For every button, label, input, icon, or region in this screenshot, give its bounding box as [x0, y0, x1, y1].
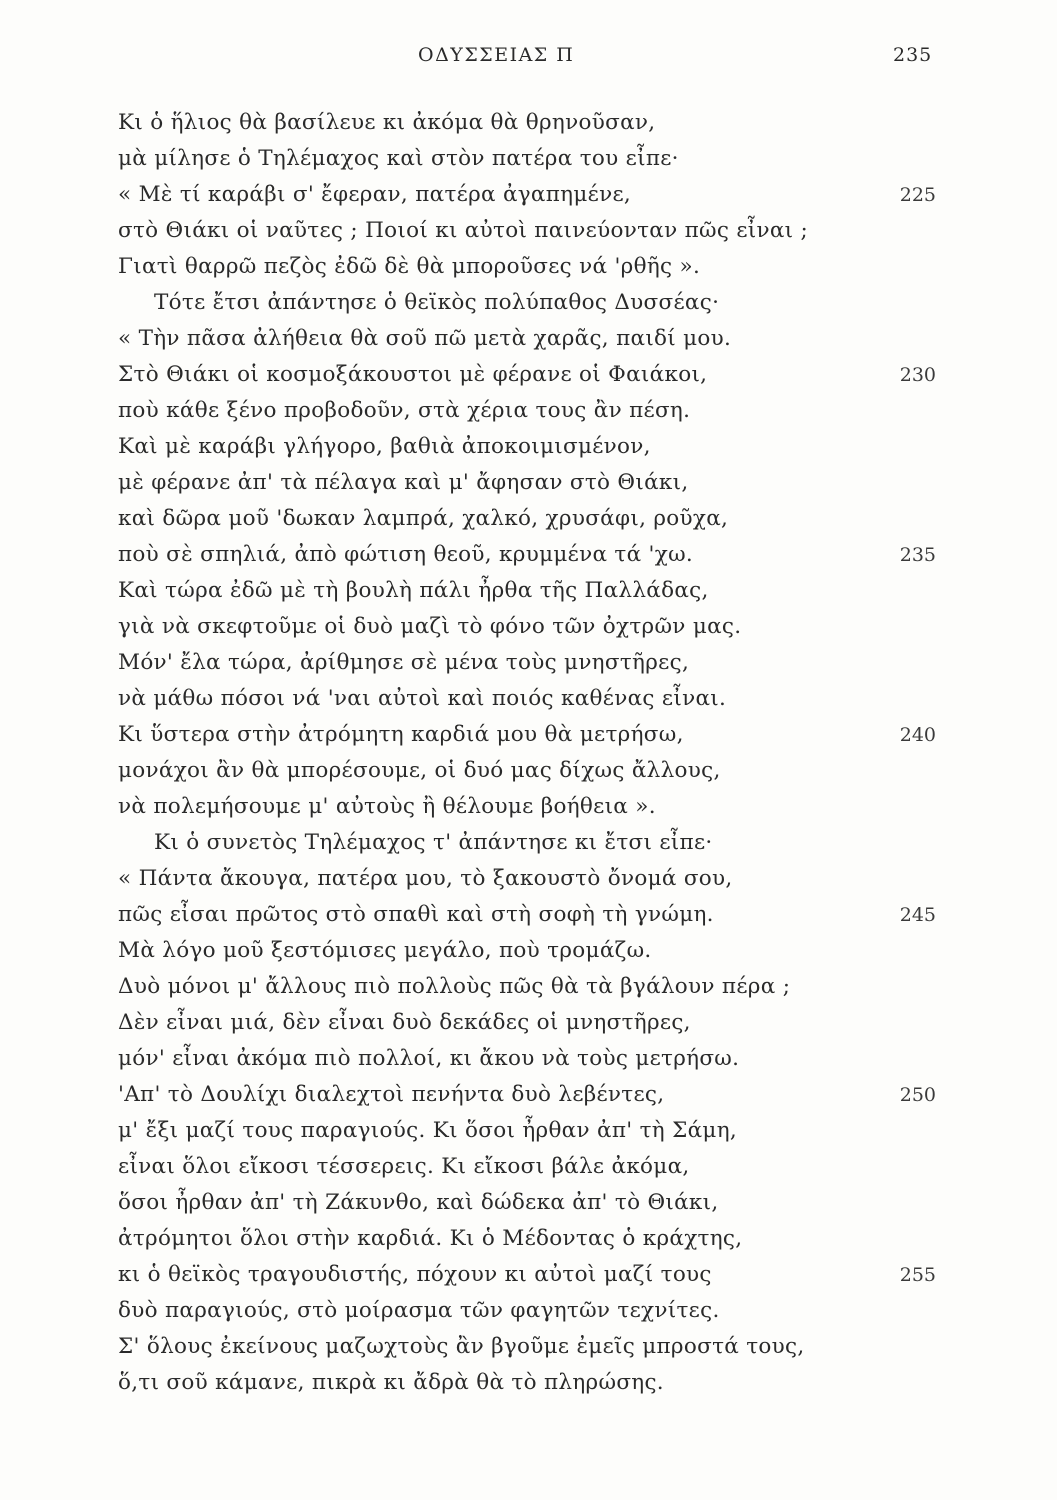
verse-line: Γιατὶ θαρρῶ πεζὸς ἐδῶ δὲ θὰ μποροῦσες νά 'ρθῆς ».	[118, 254, 701, 279]
verse-line: « Τὴν πᾶσα ἀλήθεια θὰ σοῦ πῶ μετὰ χαρᾶς, παιδί μου.	[118, 326, 732, 351]
line-number: 230	[899, 364, 936, 386]
line-number: 225	[899, 184, 936, 206]
running-title: ΟΔΥΣΣΕΙΑΣ Π	[418, 44, 575, 66]
verse-line: καὶ δῶρα μοῦ 'δωκαν λαμπρά, χαλκό, χρυσάφι, ροῦχα,	[118, 506, 729, 531]
line-number: 245	[899, 904, 936, 926]
verse-line: μονάχοι ἂν θὰ μπορέσουμε, οἱ δυό μας δίχως ἄλλους,	[118, 758, 721, 783]
page-number: 235	[893, 44, 933, 66]
verse-line: 'Απ' τὸ Δουλίχι διαλεχτοὶ πενήντα δυὸ λεβέντες,	[118, 1082, 665, 1107]
verse-line: ἀτρόμητοι ὅλοι στὴν καρδιά. Κι ὁ Μέδοντας ὁ κράχτης,	[118, 1226, 743, 1251]
verse-line: Δὲν εἶναι μιά, δὲν εἶναι δυὸ δεκάδες οἱ μνηστῆρες,	[118, 1010, 691, 1035]
line-number: 255	[899, 1264, 936, 1286]
verse-line: ποὺ σὲ σπηλιά, ἀπὸ φώτιση θεοῦ, κρυμμένα τά 'χω.	[118, 542, 694, 567]
verse-line: νὰ μάθω πόσοι νά 'ναι αὐτοὶ καὶ ποιός καθένας εἶναι.	[118, 686, 727, 711]
verse-line: ποὺ κάθε ξένο προβοδοῦν, στὰ χέρια τους ἂν πέση.	[118, 398, 691, 423]
verse-line: Τότε ἔτσι ἀπάντησε ὁ θεϊκὸς πολύπαθος Δυσσέας·	[154, 290, 720, 315]
verse-line: πῶς εἶσαι πρῶτος στὸ σπαθὶ καὶ στὴ σοφὴ τὴ γνώμη.	[118, 902, 714, 927]
verse-line: Μὰ λόγο μοῦ ξεστόμισες μεγάλο, ποὺ τρομάζω.	[118, 938, 652, 963]
verse-line: εἶναι ὅλοι εἴκοσι τέσσερεις. Κι εἴκοσι βάλε ἀκόμα,	[118, 1154, 690, 1179]
verse-line: Καὶ τώρα ἐδῶ μὲ τὴ βουλὴ πάλι ἦρθα τῆς Παλλάδας,	[118, 578, 709, 603]
verse-line: Μόν' ἔλα τώρα, ἀρίθμησε σὲ μένα τοὺς μνηστῆρες,	[118, 650, 690, 675]
verse-line: ὅ,τι σοῦ κάμανε, πικρὰ κι ἄδρὰ θὰ τὸ πληρώσης.	[118, 1370, 664, 1395]
verse-line: κι ὁ θεϊκὸς τραγουδιστής, πόχουν κι αὐτοὶ μαζί τους	[118, 1262, 712, 1287]
line-number: 235	[899, 544, 936, 566]
verse-line: μὲ φέρανε ἀπ' τὰ πέλαγα καὶ μ' ἄφησαν στὸ Θιάκι,	[118, 470, 689, 495]
verse-line: Δυὸ μόνοι μ' ἄλλους πιὸ πολλοὺς πῶς θὰ τὰ βγάλουν πέρα ;	[118, 974, 791, 999]
line-number: 250	[899, 1084, 936, 1106]
verse-line: Καὶ μὲ καράβι γλήγορο, βαθιὰ ἀποκοιμισμένον,	[118, 434, 651, 459]
line-number: 240	[899, 724, 936, 746]
verse-line: Κι ὕστερα στὴν ἀτρόμητη καρδιά μου θὰ μετρήσω,	[118, 722, 684, 747]
verse-line: « Μὲ τί καράβι σ' ἔφεραν, πατέρα ἀγαπημένε,	[118, 182, 632, 207]
verse-line: Κι ὁ ἥλιος θὰ βασίλευε κι ἀκόμα θὰ θρηνοῦσαν,	[118, 110, 656, 135]
verse-line: « Πάντα ἄκουγα, πατέρα μου, τὸ ξακουστὸ ὄνομά σου,	[118, 866, 733, 891]
verse-line: μ' ἔξι μαζί τους παραγιούς. Κι ὅσοι ἦρθαν ἀπ' τὴ Σάμη,	[118, 1118, 738, 1143]
verse-line: μὰ μίλησε ὁ Τηλέμαχος καὶ στὸν πατέρα του εἶπε·	[118, 146, 679, 171]
verse-line: Σ' ὅλους ἐκείνους μαζωχτοὺς ἂν βγοῦμε ἐμεῖς μπροστά τους,	[118, 1334, 805, 1359]
verse-line: δυὸ παραγιούς, στὸ μοίρασμα τῶν φαγητῶν τεχνίτες.	[118, 1298, 720, 1323]
verse-line: στὸ Θιάκι οἱ ναῦτες ; Ποιοί κι αὐτοὶ παινεύονταν πῶς εἶναι ;	[118, 218, 809, 243]
verse-line: νὰ πολεμήσουμε μ' αὐτοὺς ἢ θέλουμε βοήθεια ».	[118, 794, 656, 819]
verse-line: γιὰ νὰ σκεφτοῦμε οἱ δυὸ μαζὶ τὸ φόνο τῶν ὀχτρῶν μας.	[118, 614, 742, 639]
verse-line: Στὸ Θιάκι οἱ κοσμοξάκουστοι μὲ φέρανε οἱ Φαιάκοι,	[118, 362, 708, 387]
verse-line: ὅσοι ἦρθαν ἀπ' τὴ Ζάκυνθο, καὶ δώδεκα ἀπ' τὸ Θιάκι,	[118, 1190, 719, 1215]
verse-line: μόν' εἶναι ἀκόμα πιὸ πολλοί, κι ἄκου νὰ τοὺς μετρήσω.	[118, 1046, 740, 1071]
verse-line: Κι ὁ συνετὸς Τηλέμαχος τ' ἀπάντησε κι ἔτσι εἶπε·	[154, 830, 713, 855]
